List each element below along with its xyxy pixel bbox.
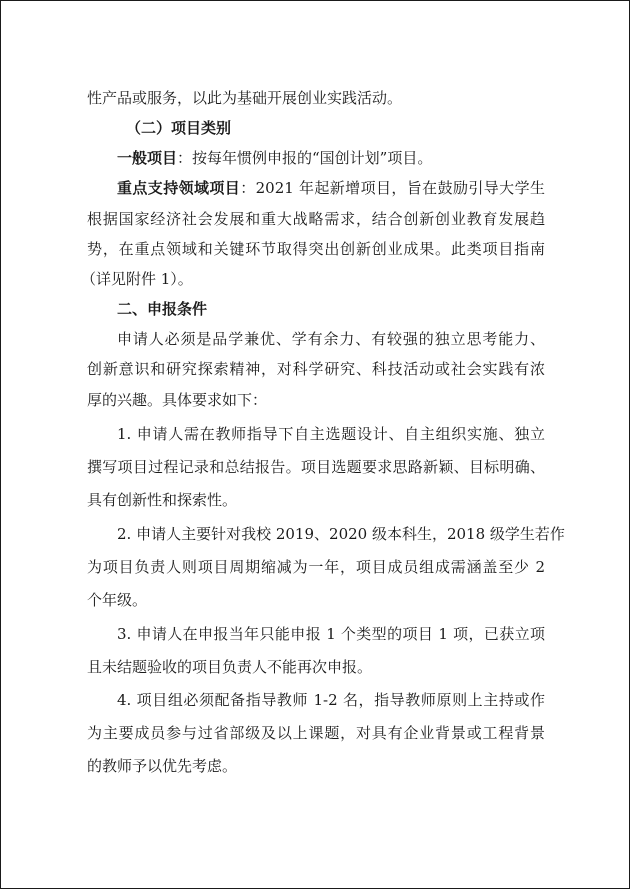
- subsection-heading: （二）项目类别: [126, 119, 232, 137]
- paragraph-line: 为项目负责人则项目周期缩减为一年，项目成员组成需涵盖至少 2: [87, 558, 545, 576]
- paragraph-line: 1. 申请人需在教师指导下自主选题设计、自主组织实施、独立: [117, 425, 545, 443]
- paragraph-line: [117, 178, 545, 198]
- paragraph-line: 的教师予以优先考虑。: [87, 757, 238, 775]
- paragraph-line: 创新意识和研究探索精神，对科学研究、科技活动或社会实践有浓: [87, 360, 545, 378]
- term-text: ：2021 年起新增项目，旨在鼓励引导大学生: [240, 179, 545, 197]
- paragraph-line: 性产品或服务，以此为基础开展创业实践活动。: [87, 89, 403, 107]
- paragraph-line: 为主要成员参与过省部级及以上课题，对具有企业背景或工程背景: [87, 724, 545, 742]
- paragraph-line: [117, 148, 432, 168]
- term-label: 重点支持领域项目: [117, 179, 241, 197]
- paragraph-line: 2. 申请人主要针对我校 2019、2020 级本科生，2018 级学生若作: [117, 525, 565, 543]
- paragraph-line: 撰写项目过程记录和总结报告。项目选题要求思路新颖、目标明确、: [87, 458, 545, 476]
- section-heading: 二、申报条件: [117, 300, 208, 318]
- paragraph-line: 申请人必须是品学兼优、学有余力、有较强的独立思考能力、: [117, 330, 545, 348]
- paragraph-line: 4. 项目组必须配备指导教师 1-2 名，指导教师原则上主持或作: [117, 691, 545, 709]
- paragraph-line: 厚的兴趣。具体要求如下：: [87, 391, 268, 409]
- term-text: ：按每年惯例申报的“国创计划”项目。: [177, 149, 433, 167]
- paragraph-line: 根据国家经济社会发展和重大战略需求，结合创新创业教育发展趋: [87, 210, 545, 228]
- paragraph-line: （详见附件 1）。: [81, 270, 193, 288]
- paragraph-line: 且未结题验收的项目负责人不能再次申报。: [87, 658, 373, 676]
- paragraph-line: 势，在重点领域和关键环节取得突出创新创业成果。此类项目指南: [87, 240, 545, 258]
- term-label: 一般项目: [117, 149, 178, 167]
- paragraph-line: 个年级。: [87, 591, 148, 609]
- paragraph-line: 具有创新性和探索性。: [87, 491, 238, 509]
- paragraph-line: 3. 申请人在申报当年只能申报 1 个类型的项目 1 项，已获立项: [117, 625, 545, 643]
